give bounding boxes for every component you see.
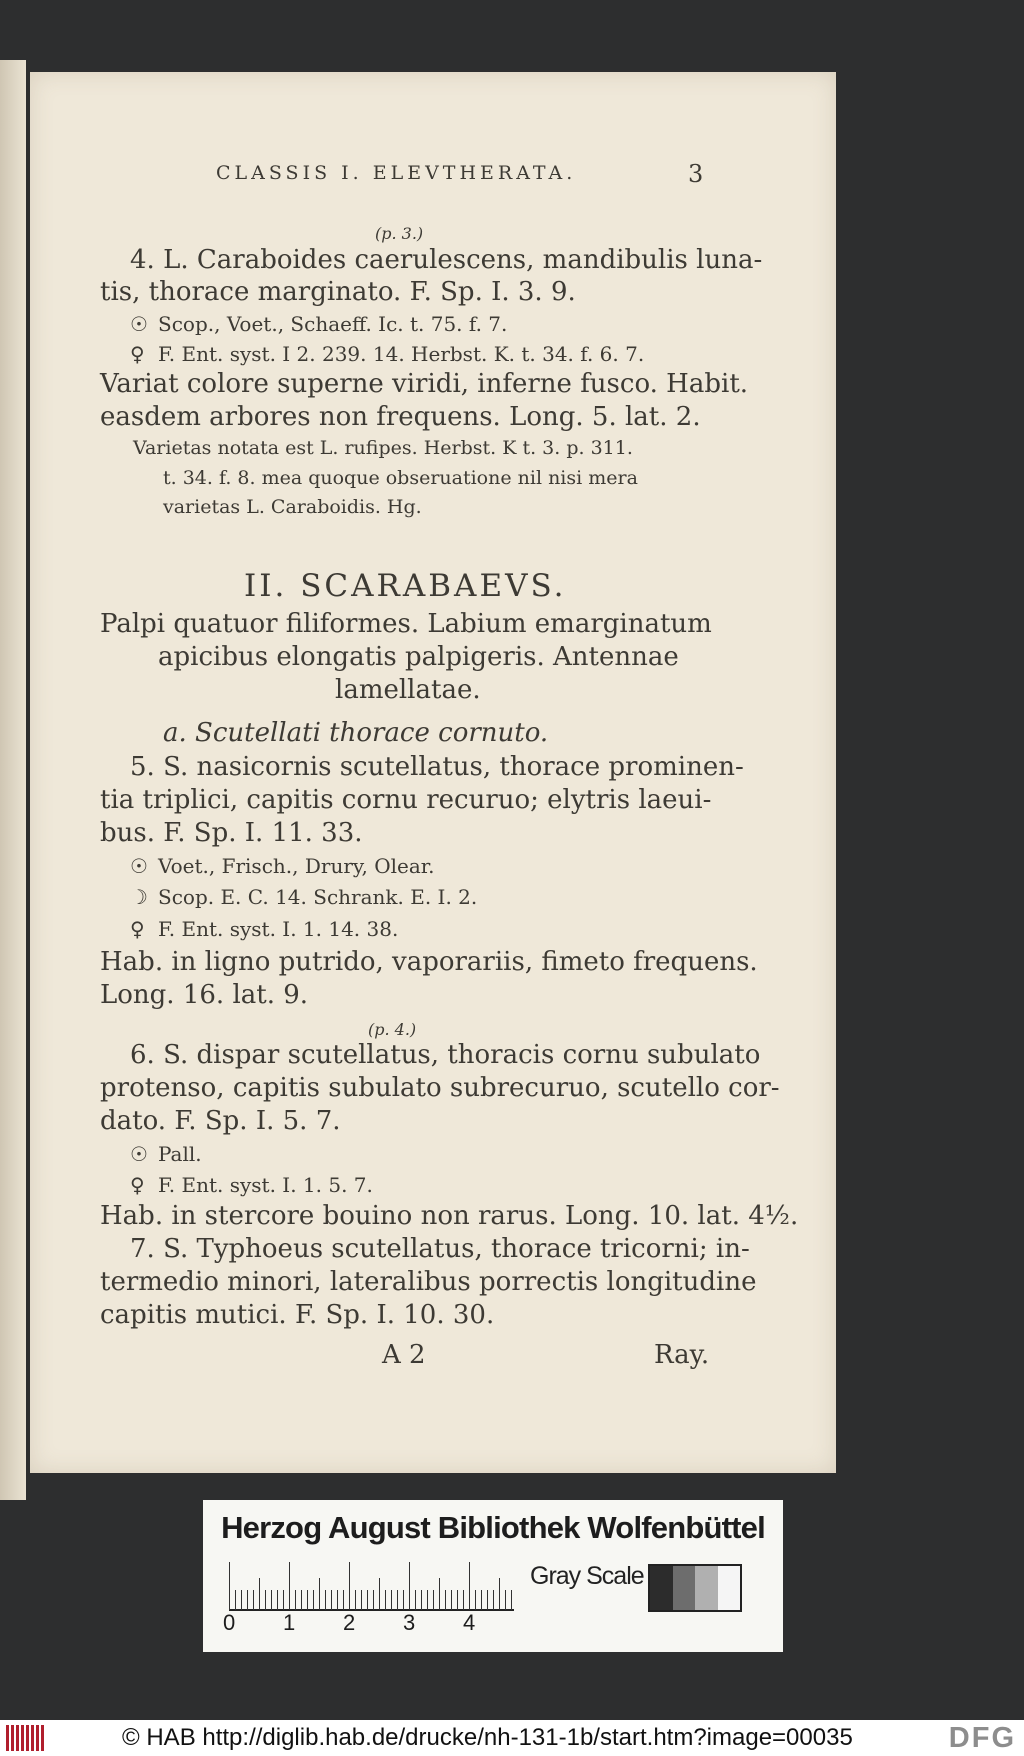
sun-symbol-icon: ☉ bbox=[130, 1142, 148, 1166]
ruler-tick bbox=[355, 1590, 356, 1610]
entry-5-line-4: Hab. in ligno putrido, vaporariis, fimeto frequens. bbox=[100, 947, 758, 977]
entry-4-variety-2: t. 34. f. 8. mea quoque obseruatione nil nisi mera bbox=[163, 467, 638, 489]
signature-mark: A 2 bbox=[382, 1340, 426, 1370]
entry-5-line-2: tia triplici, capitis cornu recuruo; elytris laeui- bbox=[100, 785, 712, 815]
dfg-logo: DFG bbox=[948, 1722, 1016, 1754]
ruler-tick bbox=[469, 1562, 470, 1610]
ruler-tick bbox=[421, 1590, 422, 1610]
footer-bar bbox=[0, 1720, 1024, 1756]
entry-7-line-2: termedio minori, lateralibus porrectis longitudine bbox=[100, 1267, 757, 1297]
entry-6-line-1: 6. S. dispar scutellatus, thoracis cornu subulato bbox=[130, 1040, 761, 1070]
entry-4-line-3: Variat colore superne viridi, inferne fusco. Habit. bbox=[100, 369, 749, 399]
venus-symbol-icon: ♀ bbox=[130, 917, 145, 941]
entry-4-ref-2: ♀ F. Ent. syst. I 2. 239. 14. Herbst. K. t. 34. f. 6. 7. bbox=[130, 342, 645, 366]
entry-5-ref-2: ☽ Scop. E. C. 14. Schrank. E. I. 2. bbox=[130, 885, 478, 909]
ruler-tick bbox=[325, 1590, 326, 1610]
gray-swatch bbox=[695, 1566, 718, 1610]
ruler-number: 0 bbox=[223, 1610, 236, 1635]
entry-6-ref-2: ♀ F. Ent. syst. I. 1. 5. 7. bbox=[130, 1173, 373, 1197]
catchword: Ray. bbox=[654, 1340, 710, 1370]
ruler-tick bbox=[319, 1578, 320, 1610]
sun-symbol-icon: ☉ bbox=[130, 312, 148, 336]
ruler-number: 3 bbox=[403, 1610, 416, 1635]
ruler-tick bbox=[433, 1590, 434, 1610]
entry-4-variety-3: varietas L. Caraboidis. Hg. bbox=[163, 496, 422, 518]
library-title: Herzog August Bibliothek Wolfenbüttel bbox=[221, 1510, 765, 1545]
entry-5-ref-3: ♀ F. Ent. syst. I. 1. 14. 38. bbox=[130, 917, 399, 941]
ruler-tick bbox=[487, 1590, 488, 1610]
ruler-tick bbox=[367, 1590, 368, 1610]
ruler-tick bbox=[475, 1590, 476, 1610]
ruler-tick bbox=[463, 1590, 464, 1610]
ruler-tick bbox=[439, 1578, 440, 1610]
entry-6-line-2: protenso, capitis subulato subrecuruo, scutello cor- bbox=[100, 1073, 780, 1103]
source-link[interactable]: © HAB http://diglib.hab.de/drucke/nh-131-1b/start.htm?image=00035 bbox=[122, 1724, 853, 1751]
entry-7-line-1: 7. S. Typhoeus scutellatus, thorace tricorni; in- bbox=[130, 1234, 750, 1264]
ruler-tick bbox=[361, 1590, 362, 1610]
ruler-tick bbox=[385, 1590, 386, 1610]
ruler-tick bbox=[349, 1562, 350, 1610]
genus-desc-3: lamellatae. bbox=[335, 675, 481, 705]
ruler-tick bbox=[277, 1590, 278, 1610]
ruler-tick bbox=[235, 1590, 236, 1610]
ruler-number: 1 bbox=[283, 1610, 296, 1635]
gray-swatch bbox=[650, 1566, 673, 1610]
ruler-tick bbox=[247, 1590, 248, 1610]
ruler-tick bbox=[397, 1590, 398, 1610]
gray-swatch bbox=[673, 1566, 696, 1610]
ruler-tick bbox=[511, 1590, 512, 1610]
entry-5-line-1: 5. S. nasicornis scutellatus, thorace prominen- bbox=[130, 752, 744, 782]
entry-5-ref-1: ☉ Voet., Frisch., Drury, Olear. bbox=[130, 854, 435, 878]
entry-6-line-4: Hab. in stercore bouino non rarus. Long. 10. lat. 4½. bbox=[100, 1201, 799, 1231]
gray-scale-label: Gray Scale bbox=[530, 1562, 644, 1590]
gray-scale-swatch bbox=[648, 1564, 742, 1612]
genus-heading: II. SCARABAEVS. bbox=[244, 568, 567, 604]
ruler-tick bbox=[271, 1590, 272, 1610]
gray-swatch bbox=[718, 1566, 741, 1610]
ruler-tick bbox=[403, 1590, 404, 1610]
ruler-tick bbox=[373, 1590, 374, 1610]
entry-4-line-4: easdem arbores non frequens. Long. 5. lat. 2. bbox=[100, 402, 701, 432]
section-heading: a. Scutellati thorace cornuto. bbox=[163, 718, 549, 748]
entry-7-line-3: capitis mutici. F. Sp. I. 10. 30. bbox=[100, 1300, 495, 1330]
page-number: 3 bbox=[688, 160, 704, 188]
ruler-tick bbox=[259, 1578, 260, 1610]
ruler-tick bbox=[493, 1590, 494, 1610]
book-page bbox=[30, 72, 836, 1473]
ruler-tick bbox=[505, 1590, 506, 1610]
ruler-tick bbox=[337, 1590, 338, 1610]
running-header: CLASSIS I. ELEVTHERATA. bbox=[216, 162, 577, 184]
ruler-tick bbox=[265, 1590, 266, 1610]
entry-4-variety-1: Varietas notata est L. rufipes. Herbst. K t. 3. p. 311. bbox=[133, 437, 633, 459]
entry-6-ref-1: ☉ Pall. bbox=[130, 1142, 202, 1166]
handwritten-note-p3: (p. 3.) bbox=[375, 224, 424, 243]
ruler-tick bbox=[295, 1590, 296, 1610]
handwritten-note-p4: (p. 4.) bbox=[368, 1020, 417, 1039]
sun-symbol-icon: ☉ bbox=[130, 854, 148, 878]
ruler-tick bbox=[307, 1590, 308, 1610]
genus-desc-2: apicibus elongatis palpigeris. Antennae bbox=[158, 642, 679, 672]
ruler-tick bbox=[343, 1590, 344, 1610]
venus-symbol-icon: ♀ bbox=[130, 1173, 145, 1197]
book-edge bbox=[0, 60, 26, 1500]
ruler-tick bbox=[451, 1590, 452, 1610]
ruler-tick bbox=[331, 1590, 332, 1610]
entry-4-line-2: tis, thorace marginato. F. Sp. I. 3. 9. bbox=[100, 277, 576, 307]
ruler-number: 2 bbox=[343, 1610, 356, 1635]
ruler-tick bbox=[415, 1590, 416, 1610]
entry-5-line-5: Long. 16. lat. 9. bbox=[100, 980, 309, 1010]
ruler-tick bbox=[409, 1562, 410, 1610]
ruler-tick bbox=[481, 1590, 482, 1610]
ruler-tick bbox=[229, 1562, 230, 1610]
ruler-tick bbox=[379, 1578, 380, 1610]
ruler-tick bbox=[445, 1590, 446, 1610]
ruler-tick bbox=[499, 1578, 500, 1610]
ruler-tick bbox=[241, 1590, 242, 1610]
entry-5-line-3: bus. F. Sp. I. 11. 33. bbox=[100, 818, 363, 848]
ruler-tick bbox=[253, 1590, 254, 1610]
ruler-tick bbox=[391, 1590, 392, 1610]
entry-4-line-1: 4. L. Caraboides caerulescens, mandibulis luna- bbox=[130, 245, 763, 275]
ruler-tick bbox=[427, 1590, 428, 1610]
venus-symbol-icon: ♀ bbox=[130, 342, 145, 366]
ruler-tick bbox=[289, 1562, 290, 1610]
entry-6-line-3: dato. F. Sp. I. 5. 7. bbox=[100, 1106, 341, 1136]
ruler-tick bbox=[457, 1590, 458, 1610]
entry-4-ref-1: ☉ Scop., Voet., Schaeff. Ic. t. 75. f. 7. bbox=[130, 312, 508, 336]
genus-desc-1: Palpi quatuor filiformes. Labium emarginatum bbox=[100, 609, 712, 639]
moon-symbol-icon: ☽ bbox=[130, 885, 148, 909]
ruler-tick bbox=[313, 1590, 314, 1610]
ruler-tick bbox=[301, 1590, 302, 1610]
ruler-number: 4 bbox=[463, 1610, 476, 1635]
ruler-tick bbox=[283, 1590, 284, 1610]
color-target-card bbox=[203, 1500, 783, 1652]
hab-logo-icon bbox=[6, 1725, 46, 1751]
